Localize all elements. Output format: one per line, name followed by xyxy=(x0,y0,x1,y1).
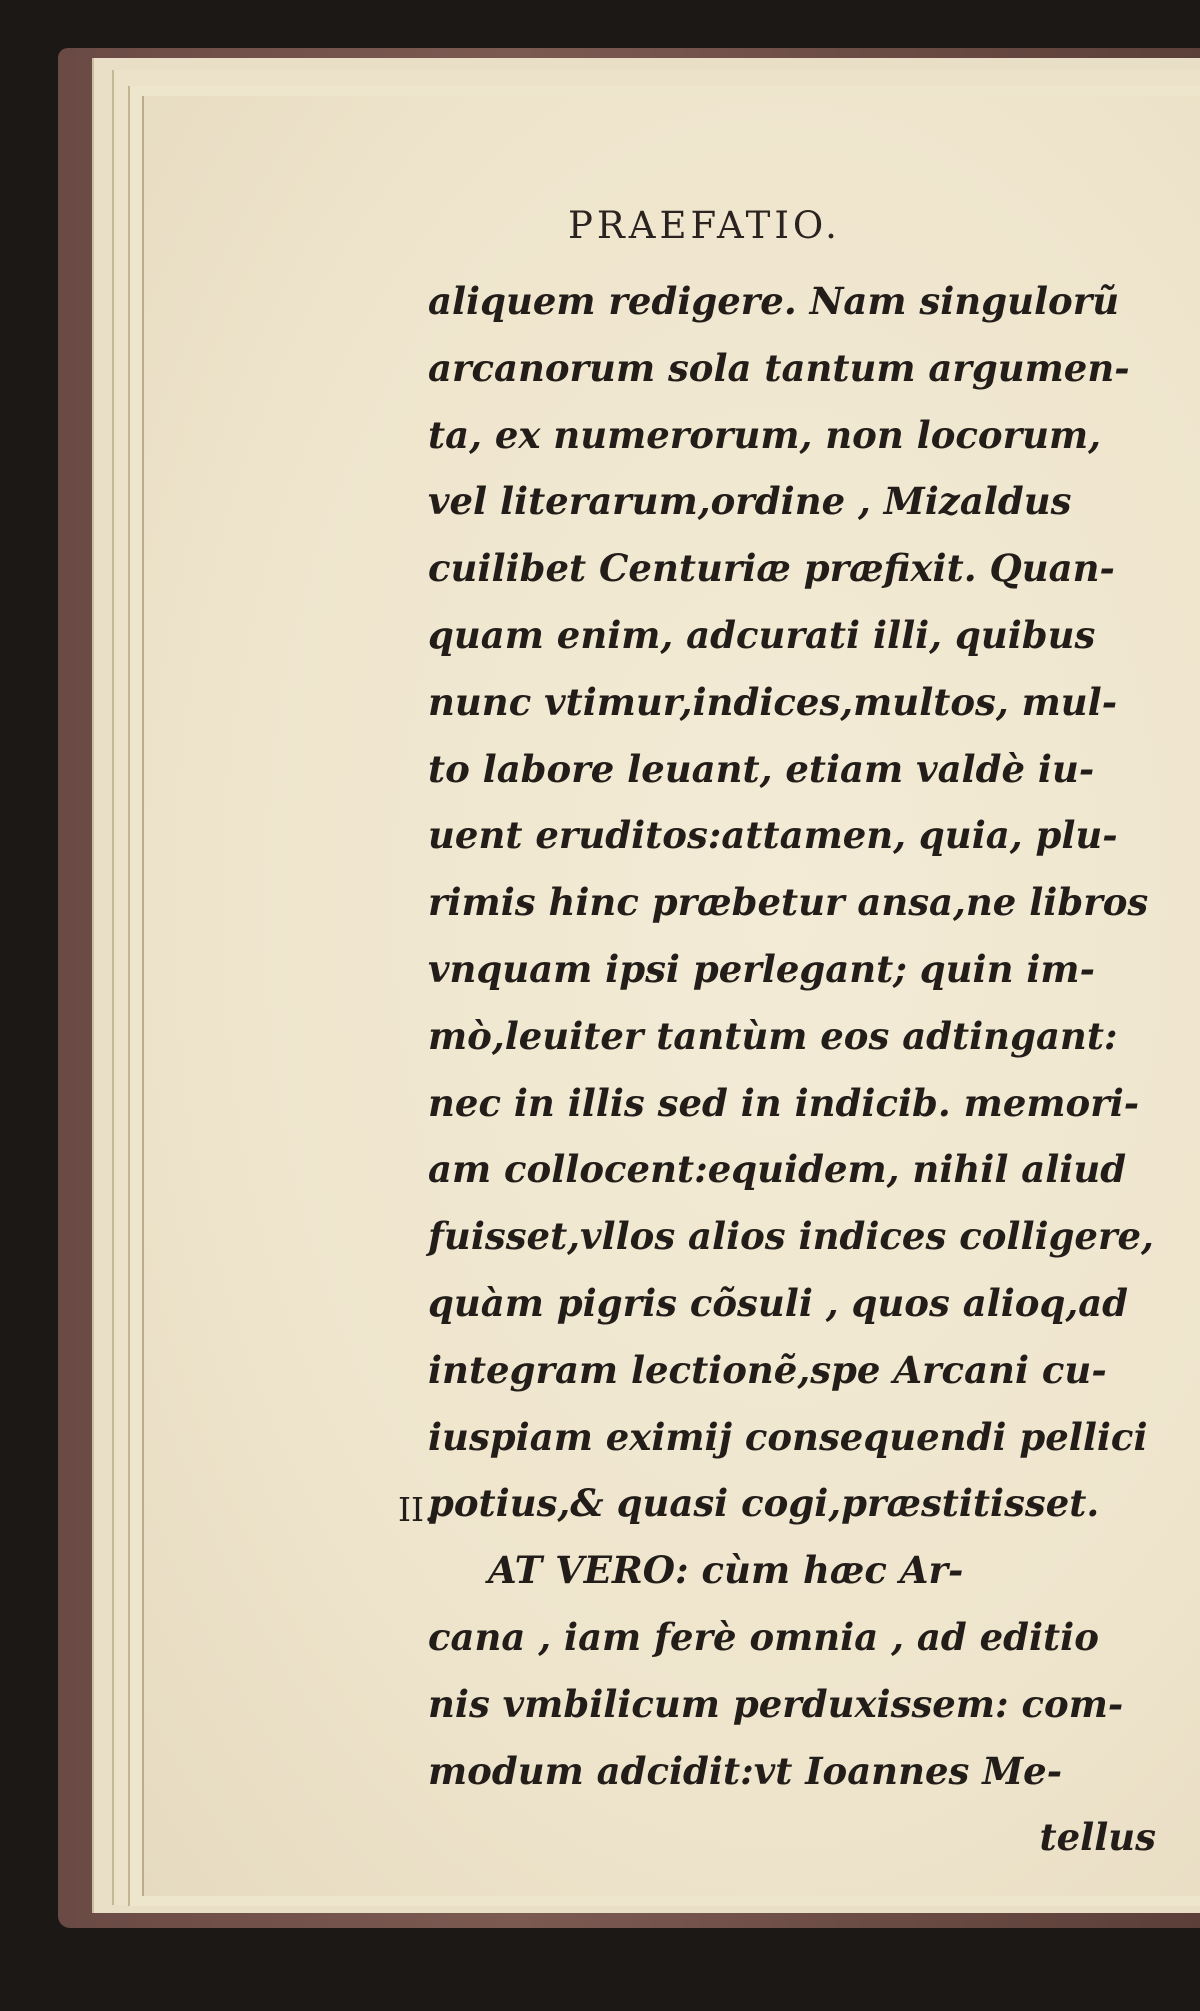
catchword: tellus xyxy=(1039,1815,1156,1860)
text-line: vel literarum,ordine , Mizaldus xyxy=(428,479,1072,524)
text-line: am collocent:equidem, nihil aliud xyxy=(428,1147,1127,1192)
body-text xyxy=(428,268,1168,1871)
text-line: quam enim, adcurati illi, quibus xyxy=(428,612,1096,657)
text-line: cana , iam ferè omnia , ad editio xyxy=(428,1614,1099,1659)
text-line: potius,& quasi cogi,præstitisset. xyxy=(428,1481,1100,1526)
text-line: nunc vtimur,indices,multos, mul- xyxy=(428,679,1118,724)
text-line: aliquem redigere. Nam singulorũ xyxy=(428,279,1120,323)
text-line: quàm pigris cõsuli , quos alioq,ad xyxy=(428,1280,1129,1325)
text-line: to labore leuant, etiam valdè iu- xyxy=(428,746,1095,791)
text-line: integram lectionẽ,spe Arcani cu- xyxy=(428,1347,1107,1392)
text-line: AT VERO: cùm hæc Ar- xyxy=(488,1548,964,1593)
text-line: mò,leuiter tantùm eos adtingant: xyxy=(428,1013,1118,1058)
text-line: fuisset,vllos alios indices colligere, xyxy=(428,1214,1154,1259)
text-line: ta, ex numerorum, non locorum, xyxy=(428,412,1102,457)
text-line: cuilibet Centuriæ præfixit. Quan- xyxy=(428,546,1115,591)
text-line: rimis hinc præbetur ansa,ne libros xyxy=(428,880,1149,925)
running-head: PRAEFATIO. xyxy=(568,204,841,247)
text-line: nis vmbilicum perduxissem: com- xyxy=(428,1681,1124,1726)
text-line: modum adcidit:vt Ioannes Me- xyxy=(428,1748,1063,1793)
text-line: nec in illis sed in indicib. memori- xyxy=(428,1080,1140,1125)
section-number: II. xyxy=(398,1490,435,1529)
text-line: uent eruditos:attamen, quia, plu- xyxy=(428,813,1118,858)
text-line: arcanorum sola tantum argumen- xyxy=(428,345,1130,390)
text-line: iuspiam eximij consequendi pellici xyxy=(428,1414,1148,1459)
text-line: vnquam ipsi perlegant; quin im- xyxy=(428,946,1095,991)
